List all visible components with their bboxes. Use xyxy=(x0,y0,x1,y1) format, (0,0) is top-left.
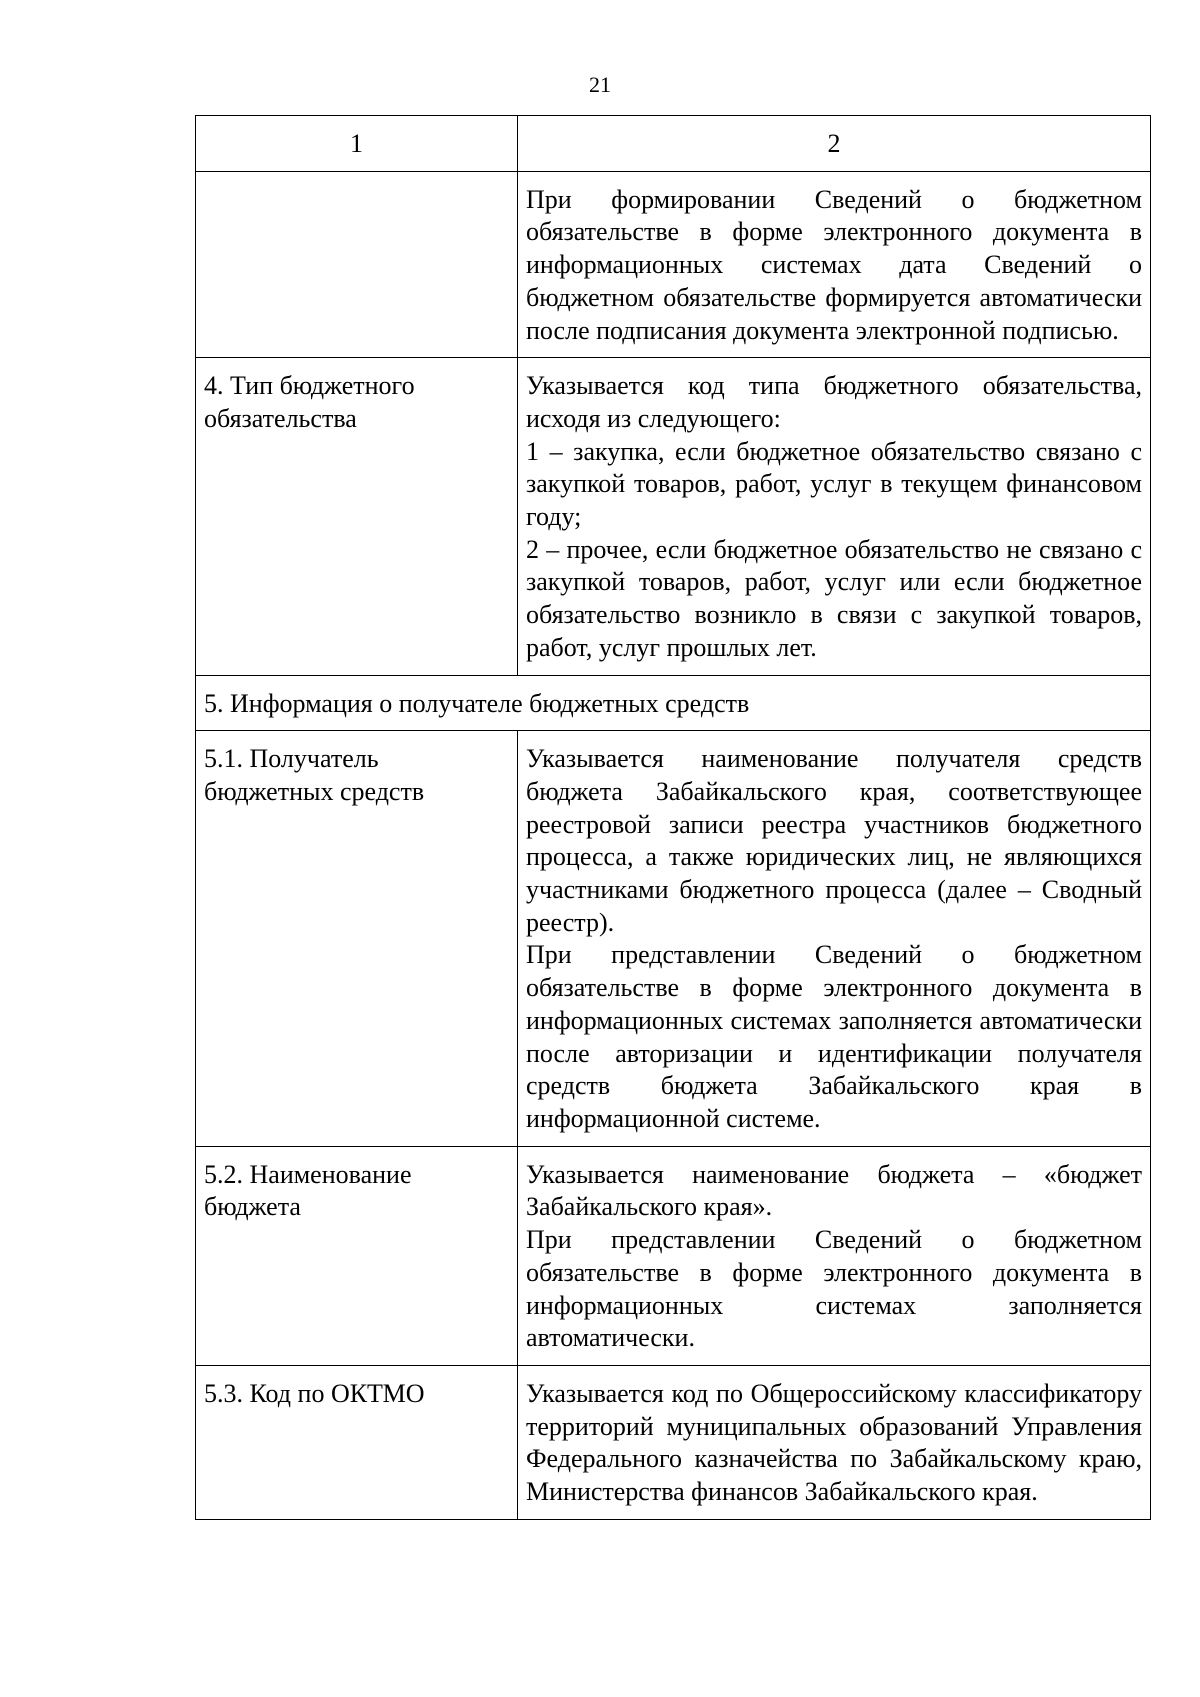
table-row-budget-name xyxy=(196,1146,1151,1365)
table-row-budget-recipient xyxy=(196,731,1151,1146)
row-label: 5.1. Получатель бюджетных средств xyxy=(196,731,518,1146)
continuation-label-cell xyxy=(196,171,518,358)
table-row-budget-obligation-type xyxy=(196,358,1151,675)
description-paragraph: При представлении Сведений о бюджетном обязательстве в форме электронного документа в информационных системах заполняется автоматически после авторизации и идентификации получателя средств бюджета Забайкальского края в информационной системе. xyxy=(526,940,1142,1133)
table-section-row xyxy=(196,675,1151,731)
page-number: 21 xyxy=(589,72,611,97)
table-row-continuation xyxy=(196,171,1151,358)
requisites-table xyxy=(195,115,1151,1520)
continuation-description-cell xyxy=(518,171,1151,358)
description-paragraph: При формировании Сведений о бюджетном обязательстве в форме электронного документа в информационных системах дата Сведений о бюджетном обязательстве формируется автоматически после подписания документа электронной подписью. xyxy=(526,184,1142,345)
row-description xyxy=(518,1365,1151,1519)
description-paragraph: При представлении Сведений о бюджетном обязательстве в форме электронного документа в информационных системах заполняется автоматически. xyxy=(526,1225,1142,1353)
table-header-row xyxy=(196,116,1151,172)
description-paragraph: Указывается наименование получателя средств бюджета Забайкальского края, соответствующее реестровой записи реестра участников бюджетного процесса, а также юридических лиц, не являющихся участниками бюджетного процесса (далее – Сводный реестр). xyxy=(526,744,1142,937)
row-label: 5.3. Код по ОКТМО xyxy=(196,1365,518,1519)
description-paragraph: Указывается код типа бюджетного обязательства, исходя из следующего: xyxy=(526,371,1142,433)
row-description xyxy=(518,731,1151,1146)
row-label: 5.2. Наименование бюджета xyxy=(196,1146,518,1365)
description-paragraph: Указывается наименование бюджета – «бюджет Забайкальского края». xyxy=(526,1159,1142,1222)
description-paragraph: 1 – закупка, если бюджетное обязательство связано с закупкой товаров, работ, услуг в текущем финансовом году; xyxy=(526,436,1142,532)
row-description xyxy=(518,1146,1151,1365)
column-header-2: 2 xyxy=(518,116,1151,172)
description-paragraph: Указывается код по Общероссийскому классификатору территорий муниципальных образований Управления Федерального казначейства по Забайкальскому краю, Министерства финансов Забайкальского края. xyxy=(526,1378,1142,1507)
table-row-oktmo-code xyxy=(196,1365,1151,1519)
row-description xyxy=(518,358,1151,675)
row-label: 4. Тип бюджетного обязательства xyxy=(196,358,518,675)
column-header-1: 1 xyxy=(196,116,518,172)
description-paragraph: 2 – прочее, если бюджетное обязательство не связано с закупкой товаров, работ, услуг или если бюджетное обязательство возникло в связи с закупкой товаров, работ, услуг прошлых лет. xyxy=(526,534,1142,662)
section-heading: 5. Информация о получателе бюджетных средств xyxy=(196,675,1151,731)
